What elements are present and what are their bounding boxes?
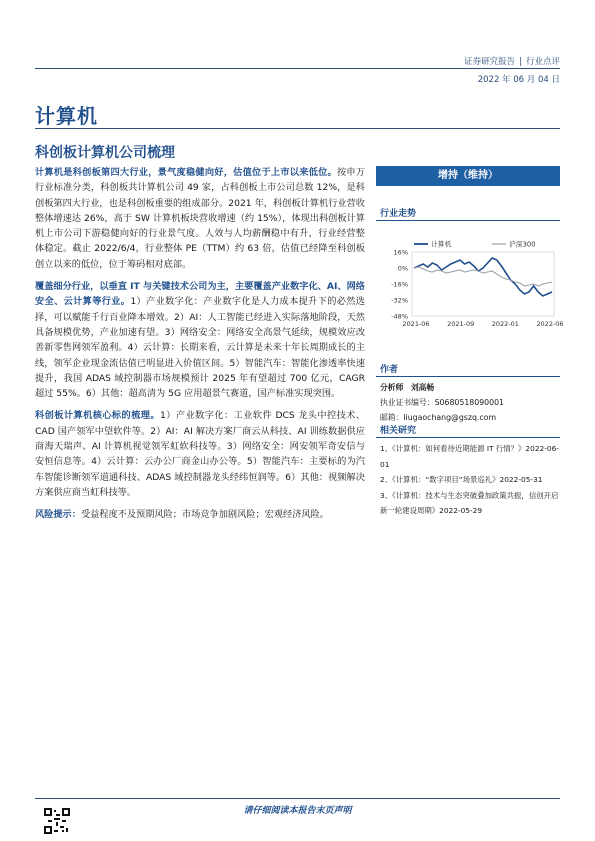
x-tick-label: 2022-06: [536, 320, 564, 328]
author-name: 刘高畅: [410, 383, 435, 392]
related-item[interactable]: 1、《计算机：如何看待近期能源 IT 行情？》2022-06-01: [380, 444, 559, 469]
title-divider: [35, 128, 560, 129]
paragraph-lead: 风险提示：: [35, 509, 81, 521]
cert-number: S0680518090001: [434, 398, 505, 407]
paragraph-risk: [35, 507, 365, 522]
author-line: [380, 380, 504, 395]
section-title-related: 相关研究: [380, 426, 417, 436]
chart-y-ticks: [391, 249, 408, 321]
industry-trend-chart: [376, 225, 564, 335]
report-type: 证券研究报告: [464, 57, 516, 67]
paragraph-text: 1）产业数字化：产业数字化是人力成本提升下的必然选择，可以赋能千行百业降本增效。2）AI：人工智能已经进入实际落地阶段，天然具备规模优势，产业加速有望。3）网络安全：网络安全高景气延续，规模效应改善新零售网领军盈利。4）云计算：长期来看，云计算是未来十年长周期成长的主线，领军企业现金流估值已明显进入价值区间。5）智能汽车：智能化渗透率快速提升，我国 ADAS 域控制器市场规模预计 2025 年有望超过 700 亿元，CAGR 超过 55%。6）其他：超高清为 5G 应用超景气赛道，国产标准实现突围。: [35, 296, 365, 400]
series-line-hs300: [414, 267, 552, 286]
legend-label: 计算机: [431, 240, 452, 249]
rating-badge: 增持（维持）: [376, 166, 560, 186]
section-divider: [376, 376, 560, 377]
chart-x-ticks: [402, 320, 563, 328]
report-subtype: 行业点评: [525, 57, 560, 67]
related-item[interactable]: 3、《计算机：技术与生态突破叠加政策共振，信创开启新一轮建设周期》2022-05-29: [380, 490, 559, 515]
section-divider: [376, 437, 560, 438]
x-tick-label: 2021-09: [447, 320, 475, 328]
y-tick-label: -48%: [391, 312, 408, 321]
paragraph-lead: 计算机是科创板第四大行业，景气度稳健向好，估值位于上市以来低位。: [35, 167, 337, 178]
series-line-computer: [414, 258, 552, 296]
cert-label: 执业证书编号：: [380, 398, 435, 407]
page-title: 计算机: [35, 104, 98, 128]
y-tick-label: -16%: [391, 280, 408, 289]
report-header: [464, 55, 560, 67]
section-title-author: 作者: [380, 365, 399, 375]
section-title-trend: 行业走势: [380, 209, 417, 219]
author-cert-line: [380, 395, 504, 410]
section-divider: [376, 220, 560, 221]
paragraph-text: 按申万行业标准分类，科创板共计算机公司 49 家，占科创板上市公司总数 12%，是科创板第四大行业，也是科创板重要的组成部分。2021 年，科创板计算机行业营收整体增速达 26%，高于 SW 计算机板块营收增速（约 15%），体现出科创板计算机上市公司下游稳健向好的行业景气度。人效与人均薪酬稳中有升，行业经营整体稳定。截止 2022/6/4，行业整体 PE（TTM）约 63 倍，估值已经降至科创板创立以来的低位，位于筹码相对底部。: [35, 167, 366, 270]
paragraph-lead: 科创板计算机核心标的梳理。: [35, 410, 161, 422]
y-tick-label: 16%: [393, 248, 408, 257]
x-tick-label: 2022-01: [491, 320, 519, 328]
y-tick-label: -32%: [391, 296, 408, 305]
related-research-list: [380, 441, 564, 519]
chart-series: [414, 258, 552, 296]
legend-label: 沪深300: [509, 240, 536, 249]
chart-legend: [414, 240, 536, 249]
main-body: [35, 165, 365, 530]
x-tick-label: 2021-06: [402, 320, 430, 328]
related-item[interactable]: 2、《计算机：“数字项目”场景巡礼》2022-05-31: [380, 475, 543, 484]
y-tick-label: 0%: [397, 264, 408, 273]
email-label: 邮箱：: [380, 413, 404, 422]
paragraph-text: 1）产业数字化：工业软件 DCS 龙头中控技术、CAD 国产领军中望软件等。2）AI：AI 解决方案厂商云从科技、AI 训练数据供应商海天瑞声、AI 计算机视觉领军虹软科技等。3）网络安全：网安领军奇安信与安恒信息等。4）云计算：云办公厂商金山办公等。5）智能汽车：主要标的为汽车智能诊断领军道通科技、ADAS 域控制器龙头经纬恒润等。6）其他：视频解决方案供应商当虹科技等。: [35, 410, 366, 498]
header-divider: [35, 68, 560, 69]
report-subtitle: 科创板计算机公司梳理: [35, 145, 175, 161]
author-block: [380, 380, 504, 425]
paragraph-text: 受益程度不及预期风险；市场竞争加剧风险；宏观经济风险。: [80, 509, 329, 521]
paragraph-lead: 覆盖细分行业，以垂直 IT 与关键技术公司为主，主要覆盖产业数字化、AI、网络安全、云计算等行业。: [35, 281, 365, 308]
paragraph-summary: [35, 165, 365, 272]
paragraph-coverage: [35, 279, 365, 401]
author-email[interactable]: liugaochang@gszq.com: [403, 413, 497, 422]
paragraph-targets: [35, 408, 365, 500]
report-date: 2022 年 06 月 04 日: [477, 75, 560, 85]
footer-divider: [35, 798, 560, 799]
author-role: 分析师: [380, 383, 404, 392]
footer-disclaimer: 请仔细阅读本报告末页声明: [243, 806, 352, 816]
header-separator: |: [519, 57, 522, 67]
qr-code-icon: [44, 808, 70, 834]
